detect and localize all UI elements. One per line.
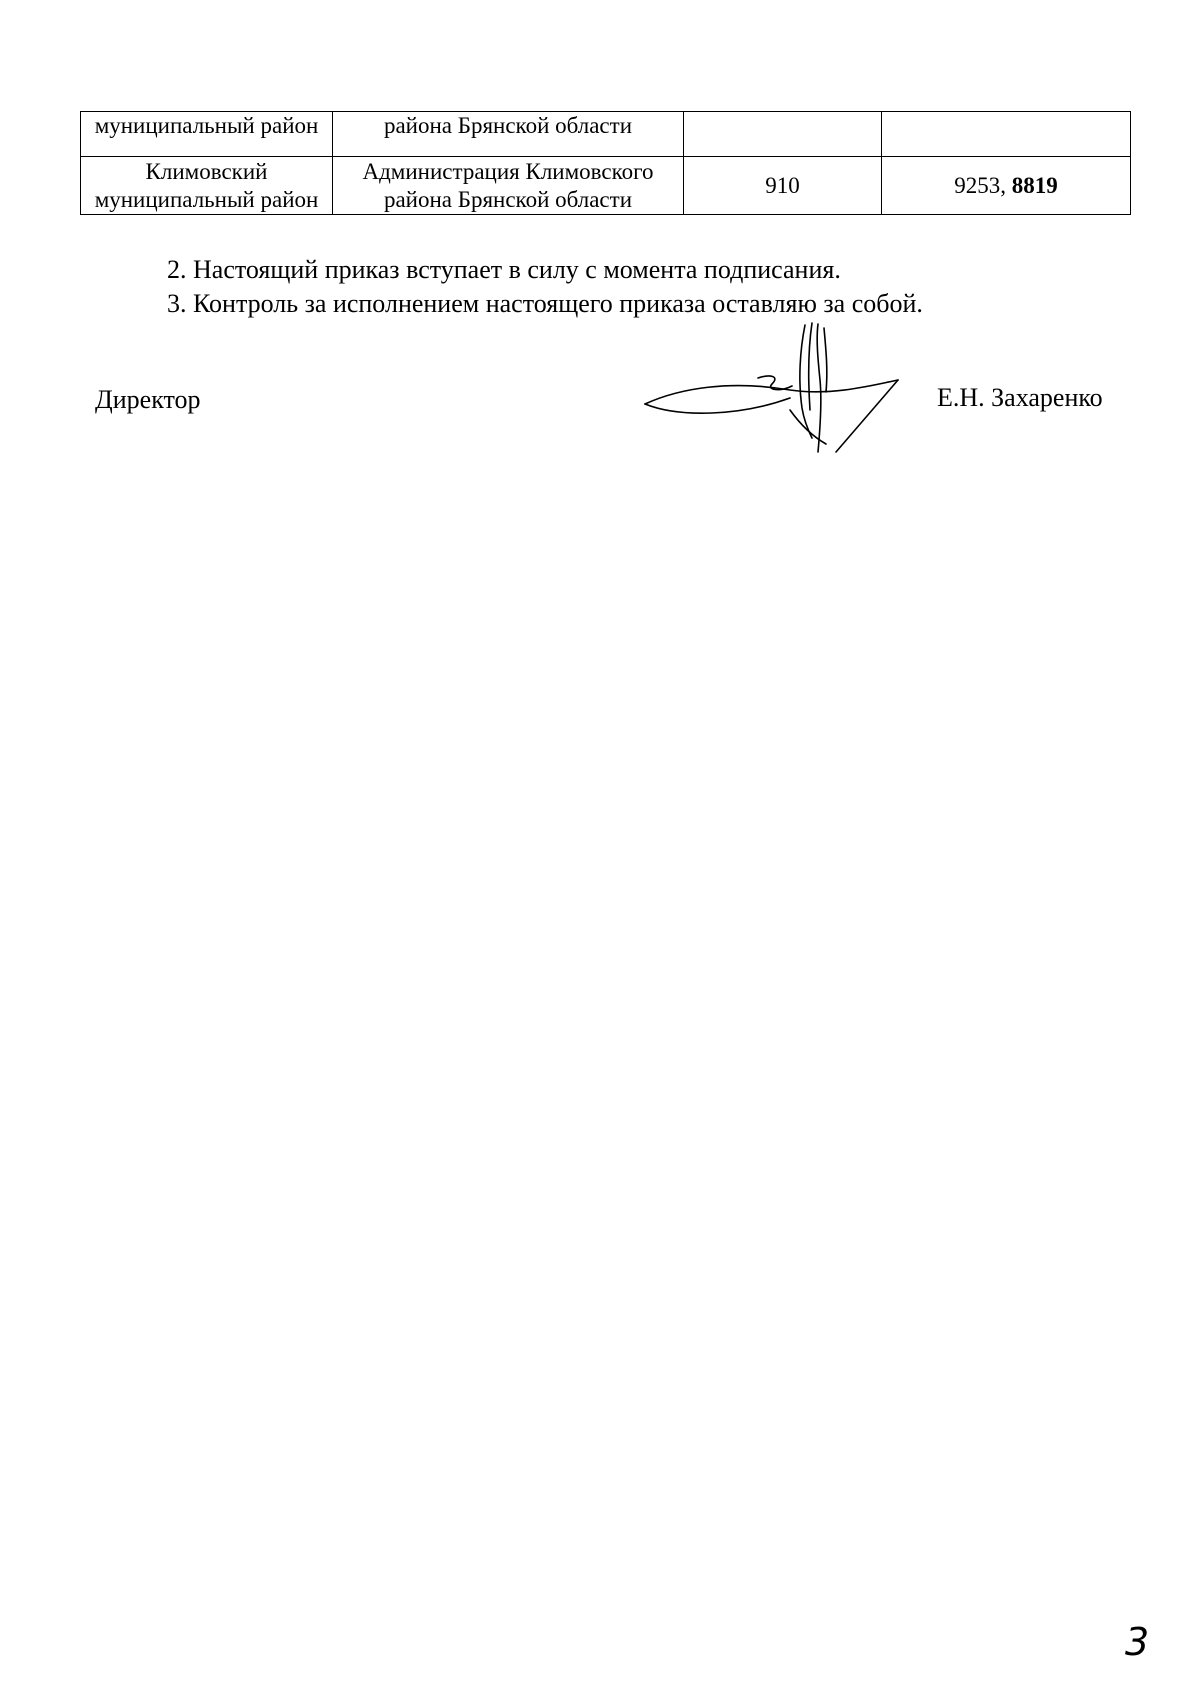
table-cell-municipality: Климовский муниципальный район <box>81 157 333 215</box>
signer-position: Директор <box>95 385 201 414</box>
table-cell-administration: района Брянской области <box>333 112 684 157</box>
table-cell-municipality: муниципальный район <box>81 112 333 157</box>
table-row <box>81 157 1131 215</box>
paragraph-control: 3. Контроль за исполнением настоящего приказа оставляю за собой. <box>167 289 923 318</box>
signer-name: Е.Н. Захаренко <box>937 383 1103 412</box>
table-cell-code: 910 <box>684 157 882 215</box>
paragraph-effective-date: 2. Настоящий приказ вступает в силу с момента подписания. <box>167 255 841 284</box>
table-cell-numbers: 9253, 8819 <box>882 157 1131 215</box>
table-row <box>81 112 1131 157</box>
table-cell-numbers <box>882 112 1131 157</box>
handwritten-signature <box>640 320 900 460</box>
allocation-table <box>80 111 1131 215</box>
table-cell-code <box>684 112 882 157</box>
page-number: 3 <box>1125 1620 1150 1664</box>
table-cell-administration: Администрация Климовского района Брянской области <box>333 157 684 215</box>
